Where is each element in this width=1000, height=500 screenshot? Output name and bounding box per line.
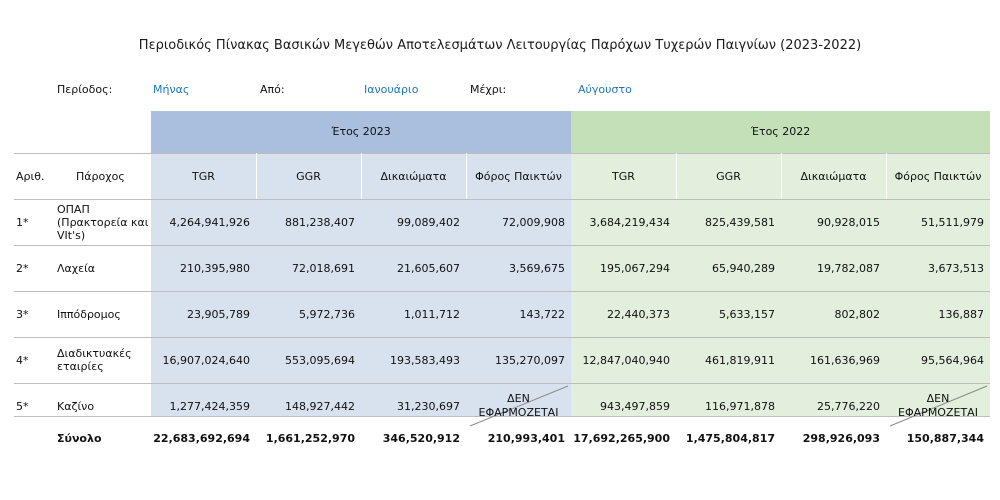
value-cell: 825,439,581 <box>705 215 775 229</box>
provider-name: Καζίνο <box>57 399 95 413</box>
value-cell: 3,569,675 <box>509 261 565 275</box>
value-cell: 210,395,980 <box>180 261 250 275</box>
period-filter-row <box>0 83 1000 99</box>
from-label: Από: <box>260 83 285 96</box>
year-2023-header: Έτος 2023 <box>331 125 391 138</box>
not-applicable-text: ΔΕΝ <box>926 392 950 405</box>
total-value-cell: 298,926,093 <box>802 431 880 445</box>
row-number: 2* <box>16 261 29 275</box>
provider-name: Διαδικτυακές εταιρίες <box>57 347 132 373</box>
column-divider <box>781 153 782 199</box>
value-cell: 1,277,424,359 <box>169 399 250 413</box>
column-header-provider: Πάροχος <box>76 169 125 183</box>
column-header-2022: Δικαιώματα <box>800 169 867 183</box>
to-value[interactable]: Αύγουστο <box>578 83 632 96</box>
not-applicable-text: ΕΦΑΡΜΟΖΕΤΑΙ <box>478 406 559 419</box>
total-value-cell: 22,683,692,694 <box>153 431 250 445</box>
total-label: Σύνολο <box>57 431 102 445</box>
total-value-cell: 150,887,344 <box>906 431 984 445</box>
value-cell: 16,907,024,640 <box>162 353 250 367</box>
column-header-2023: Φόρος Παικτών <box>475 169 562 183</box>
value-cell: 3,673,513 <box>928 261 984 275</box>
value-cell: 90,928,015 <box>817 215 880 229</box>
not-applicable-text: ΕΦΑΡΜΟΖΕΤΑΙ <box>898 406 978 419</box>
row-number: 3* <box>16 307 29 321</box>
provider-name: Ιππόδρομος <box>57 307 121 321</box>
provider-name: ΟΠΑΠ (Πρακτορεία και VIt's) <box>57 202 149 242</box>
value-cell: 25,776,220 <box>817 399 880 413</box>
value-cell: 72,009,908 <box>502 215 565 229</box>
column-divider <box>886 153 887 199</box>
value-cell: 72,018,691 <box>292 261 355 275</box>
row-number: 5* <box>16 399 29 413</box>
not-applicable-cell <box>886 383 990 429</box>
row-number: 1* <box>16 215 29 229</box>
total-value-cell: 210,993,401 <box>487 431 565 445</box>
value-cell: 553,095,694 <box>285 353 355 367</box>
value-cell: 461,819,911 <box>705 353 775 367</box>
value-cell: 51,511,979 <box>921 215 984 229</box>
value-cell: 99,089,402 <box>397 215 460 229</box>
value-cell: 5,633,157 <box>719 307 775 321</box>
value-cell: 802,802 <box>834 307 880 321</box>
total-value-cell: 1,661,252,970 <box>265 431 355 445</box>
value-cell: 135,270,097 <box>495 353 565 367</box>
row-number: 4* <box>16 353 29 367</box>
value-cell: 148,927,442 <box>285 399 355 413</box>
value-cell: 195,067,294 <box>600 261 670 275</box>
value-cell: 143,722 <box>519 307 565 321</box>
value-cell: 95,564,964 <box>921 353 984 367</box>
provider-name: Λαχεία <box>57 261 96 275</box>
value-cell: 31,230,697 <box>397 399 460 413</box>
value-cell: 22,440,373 <box>607 307 670 321</box>
value-cell: 881,238,407 <box>285 215 355 229</box>
column-header-2022: TGR <box>612 169 635 183</box>
period-label: Περίοδος: <box>57 83 113 96</box>
not-applicable-cell <box>466 383 571 429</box>
column-header-number: Αριθ. <box>16 169 45 183</box>
page-title: Περιοδικός Πίνακας Βασικών Μεγεθών Αποτελεσμάτων Λειτουργίας Παρόχων Τυχερών Παιγνίων (2023-2022) <box>138 38 862 53</box>
total-value-cell: 17,692,265,900 <box>573 431 670 445</box>
value-cell: 12,847,040,940 <box>582 353 670 367</box>
column-header-2023: Δικαιώματα <box>380 169 447 183</box>
value-cell: 65,940,289 <box>712 261 775 275</box>
value-cell: 193,583,493 <box>390 353 460 367</box>
value-cell: 943,497,859 <box>600 399 670 413</box>
value-cell: 1,011,712 <box>404 307 460 321</box>
column-divider <box>676 153 677 199</box>
value-cell: 4,264,941,926 <box>169 215 250 229</box>
year-2022-header: Έτος 2022 <box>750 125 811 138</box>
value-cell: 21,605,607 <box>397 261 460 275</box>
column-divider <box>466 153 467 199</box>
value-cell: 3,684,219,434 <box>589 215 670 229</box>
value-cell: 161,636,969 <box>810 353 880 367</box>
total-value-cell: 346,520,912 <box>382 431 460 445</box>
column-header-2022: GGR <box>716 169 741 183</box>
to-label: Μέχρι: <box>470 83 507 96</box>
column-divider <box>361 153 362 199</box>
column-header-2023: TGR <box>192 169 215 183</box>
value-cell: 19,782,087 <box>817 261 880 275</box>
value-cell: 116,971,878 <box>705 399 775 413</box>
value-cell: 23,905,789 <box>187 307 250 321</box>
column-header-2023: GGR <box>296 169 321 183</box>
total-value-cell: 1,475,804,817 <box>685 431 775 445</box>
column-header-2022: Φόρος Παικτών <box>894 169 982 183</box>
not-applicable-text: ΔΕΝ <box>507 392 530 405</box>
value-cell: 136,887 <box>938 307 984 321</box>
from-value[interactable]: Ιανουάριο <box>364 83 419 96</box>
period-value[interactable]: Μήνας <box>153 83 190 96</box>
row-divider <box>14 153 990 154</box>
column-divider <box>256 153 257 199</box>
value-cell: 5,972,736 <box>299 307 355 321</box>
